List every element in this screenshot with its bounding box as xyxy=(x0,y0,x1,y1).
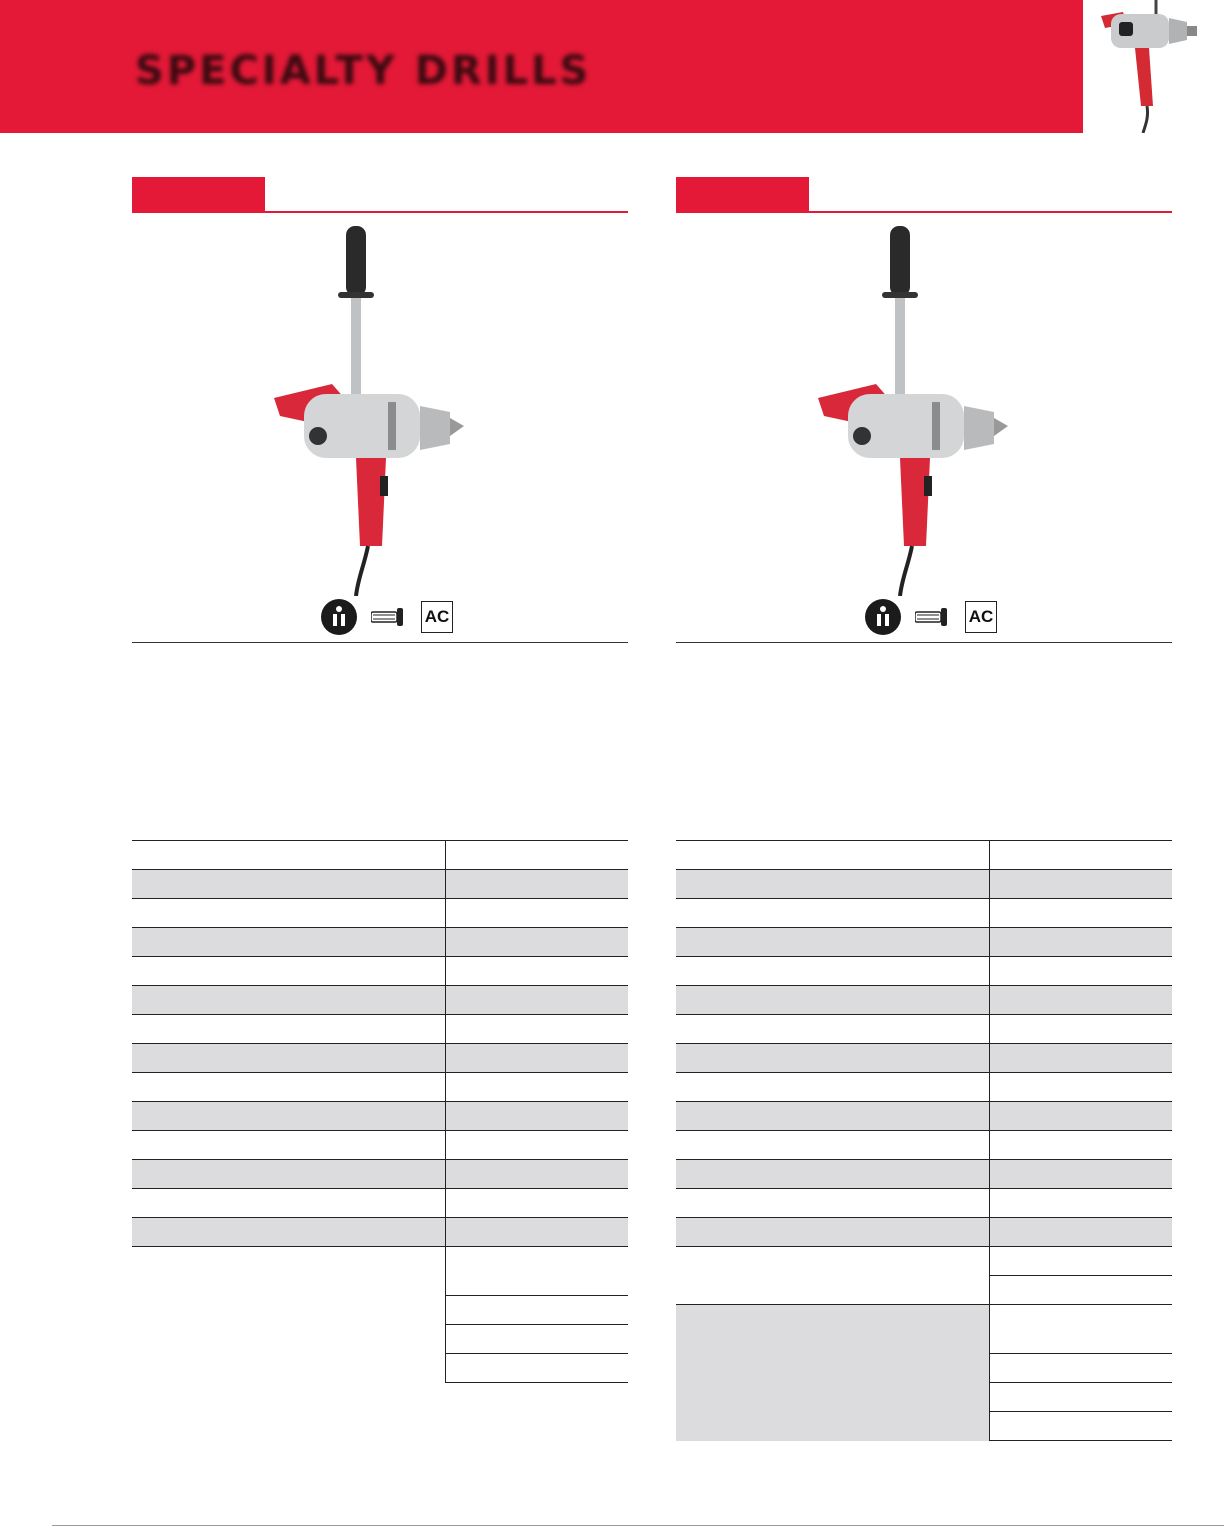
footer-rule xyxy=(52,1525,1224,1526)
product-column-right xyxy=(676,177,1172,1441)
description-area xyxy=(676,643,1172,840)
table-row xyxy=(132,1160,628,1189)
table-row xyxy=(676,928,1172,957)
table-row xyxy=(676,1044,1172,1073)
table-row xyxy=(132,899,628,928)
spec-table xyxy=(132,840,628,1383)
spade-drill-icon xyxy=(812,226,1032,596)
table-row xyxy=(132,957,628,986)
table-row xyxy=(676,1102,1172,1131)
table-row xyxy=(676,986,1172,1015)
table-row xyxy=(676,1160,1172,1189)
spec-table xyxy=(676,840,1172,1441)
table-row xyxy=(132,1102,628,1131)
header-band xyxy=(0,0,1083,133)
product-photo xyxy=(132,214,628,592)
product-column-left xyxy=(132,177,628,1383)
model-tab-row xyxy=(132,177,628,214)
side-handle-icon xyxy=(371,607,407,627)
model-tab xyxy=(132,177,265,212)
table-row xyxy=(676,1015,1172,1044)
feature-icon-row xyxy=(676,592,1172,642)
ac-power-badge: AC xyxy=(965,601,997,633)
table-row xyxy=(676,1073,1172,1102)
spade-drill-icon xyxy=(268,226,488,596)
table-row xyxy=(132,870,628,899)
table-row xyxy=(676,1247,1172,1276)
page-title: SPECIALTY DRILLS xyxy=(135,48,592,94)
table-row xyxy=(132,928,628,957)
table-row xyxy=(676,841,1172,870)
table-row xyxy=(676,1189,1172,1218)
table-row xyxy=(132,1189,628,1218)
drill-thumbnail-icon xyxy=(1083,0,1224,133)
info-icon xyxy=(865,599,901,635)
spec-label-cell xyxy=(132,841,446,870)
tab-rule xyxy=(132,211,628,213)
table-row xyxy=(676,1218,1172,1247)
table-row xyxy=(132,1131,628,1160)
table-row xyxy=(676,899,1172,928)
info-icon xyxy=(321,599,357,635)
table-row xyxy=(132,1247,628,1296)
feature-icon-row xyxy=(132,592,628,642)
table-row xyxy=(132,1015,628,1044)
model-tab-row xyxy=(676,177,1172,214)
side-handle-icon xyxy=(915,607,951,627)
table-row xyxy=(676,1305,1172,1354)
table-row xyxy=(676,1131,1172,1160)
tab-rule xyxy=(676,211,1172,213)
spec-value-cell xyxy=(446,841,629,870)
corner-drill-photo xyxy=(1083,0,1224,133)
table-row xyxy=(676,957,1172,986)
table-row xyxy=(132,1073,628,1102)
description-area xyxy=(132,643,628,840)
model-tab xyxy=(676,177,809,212)
ac-power-badge: AC xyxy=(421,601,453,633)
table-row xyxy=(132,986,628,1015)
table-row xyxy=(132,1044,628,1073)
product-photo xyxy=(676,214,1172,592)
table-row xyxy=(132,841,628,870)
table-row xyxy=(676,870,1172,899)
table-row xyxy=(132,1218,628,1247)
